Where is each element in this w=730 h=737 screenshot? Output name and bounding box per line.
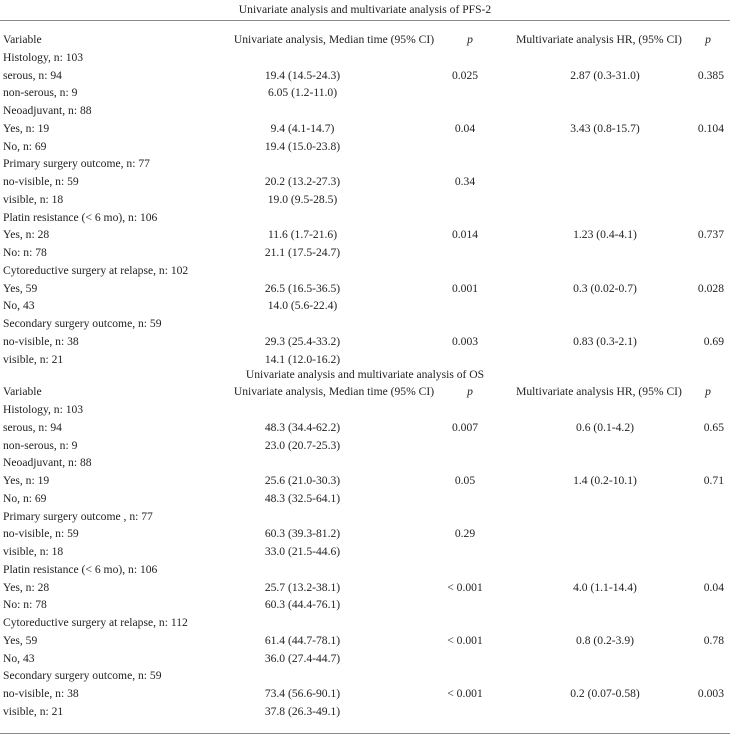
cell-variable: serous, n: 94 (3, 420, 62, 434)
cell-univariate-median: 9.4 (4.1-14.7) (270, 121, 335, 135)
cell-variable: No, 43 (3, 651, 35, 665)
table-row (0, 191, 730, 209)
table-row (0, 401, 730, 419)
cell-univariate-median: 14.0 (5.6-22.4) (267, 299, 338, 313)
table-row (0, 120, 730, 138)
cell-variable: Neoadjuvant, n: 88 (3, 456, 92, 470)
cell-univariate-median: 6.05 (1.2-11.0) (267, 86, 338, 100)
table-row (0, 244, 730, 262)
top-rule (0, 20, 730, 21)
cell-variable: no-visible, n: 38 (3, 687, 79, 700)
cell-p-univariate: 0.001 (451, 281, 479, 295)
table-row (0, 454, 730, 472)
cell-p-multivariate: 0.003 (697, 687, 724, 700)
table-row (0, 685, 730, 703)
cell-multivariate-hr: 0.3 (0.02-0.7) (573, 281, 637, 295)
cell-variable: Yes, n: 28 (3, 580, 50, 594)
table-row (0, 543, 730, 561)
cell-variable: Secondary surgery outcome, n: 59 (3, 317, 162, 330)
cell-variable: Yes, 59 (3, 633, 38, 647)
table-row (0, 315, 730, 333)
table-row (0, 138, 730, 156)
cell-p-univariate: < 0.001 (447, 687, 483, 700)
cell-p-univariate: < 0.001 (447, 580, 483, 594)
table-title-pfs2: Univariate analysis and multivariate analysis of PFS-2 (238, 3, 492, 16)
header-row (0, 31, 730, 49)
cell-variable: Platin resistance (< 6 mo), n: 106 (3, 562, 158, 576)
header-univariate: Univariate analysis, Median time (95% CI) (233, 33, 435, 46)
cell-variable: non-serous, n: 9 (3, 86, 78, 100)
table-row (0, 596, 730, 614)
cell-p-multivariate: 0.737 (697, 228, 724, 242)
table-row (0, 437, 730, 455)
table-row (0, 226, 730, 244)
cell-p-multivariate: 0.78 (703, 633, 724, 647)
cell-univariate-median: 19.4 (15.0-23.8) (264, 139, 341, 153)
cell-p-univariate: 0.29 (454, 527, 476, 541)
cell-univariate-median: 48.3 (34.4-62.2) (264, 420, 341, 434)
table-row (0, 508, 730, 526)
cell-multivariate-hr: 2.87 (0.3-31.0) (570, 68, 640, 82)
cell-variable: non-serous, n: 9 (3, 438, 78, 452)
header-p-univariate: p (467, 385, 473, 399)
cell-variable: Yes, n: 28 (3, 228, 50, 242)
cell-multivariate-hr: 1.4 (0.2-10.1) (573, 474, 637, 487)
cell-p-univariate: 0.003 (451, 334, 479, 348)
cell-variable: Primary surgery outcome, n: 77 (3, 157, 150, 171)
cell-univariate-median: 25.6 (21.0-30.3) (264, 474, 341, 487)
table-row (0, 472, 730, 490)
cell-univariate-median: 29.3 (25.4-33.2) (264, 334, 341, 348)
header-multivariate: Multivariate analysis HR, (95% CI) (516, 385, 682, 399)
cell-variable: No: n: 78 (3, 598, 47, 612)
cell-univariate-median: 20.2 (13.2-27.3) (264, 175, 341, 188)
cell-variable: visible, n: 18 (3, 545, 64, 558)
cell-p-univariate: 0.34 (454, 175, 476, 188)
cell-p-univariate: 0.05 (454, 474, 476, 487)
table-row (0, 280, 730, 298)
table-row (0, 102, 730, 120)
header-p-multivariate: p (705, 33, 711, 46)
cell-p-multivariate: 0.65 (703, 420, 724, 434)
cell-p-multivariate: 0.69 (703, 334, 724, 348)
table-row (0, 262, 730, 280)
cell-variable: no-visible, n: 38 (3, 334, 79, 348)
cell-univariate-median: 61.4 (44.7-78.1) (264, 633, 341, 647)
cell-univariate-median: 36.0 (27.4-44.7) (264, 651, 341, 665)
cell-p-univariate: 0.007 (451, 420, 479, 434)
header-variable: Variable (3, 33, 42, 46)
table-row (0, 525, 730, 543)
header-variable: Variable (3, 385, 42, 399)
cell-univariate-median: 19.0 (9.5-28.5) (267, 192, 338, 206)
table-row (0, 67, 730, 85)
table-row (0, 667, 730, 685)
cell-variable: Cytoreductive surgery at relapse, n: 112 (3, 616, 188, 629)
cell-p-multivariate: 0.104 (697, 121, 724, 135)
table-row (0, 703, 730, 721)
cell-univariate-median: 11.6 (1.7-21.6) (267, 228, 338, 242)
cell-variable: Yes, 59 (3, 281, 38, 295)
cell-p-multivariate: 0.385 (697, 68, 724, 82)
cell-univariate-median: 23.0 (20.7-25.3) (264, 438, 341, 452)
table-row (0, 579, 730, 597)
cell-variable: visible, n: 18 (3, 192, 64, 206)
cell-univariate-median: 19.4 (14.5-24.3) (264, 68, 341, 82)
cell-p-multivariate: 0.04 (703, 580, 724, 594)
header-univariate: Univariate analysis, Median time (95% CI) (233, 385, 435, 399)
table-row (0, 297, 730, 315)
cell-univariate-median: 37.8 (26.3-49.1) (264, 704, 341, 718)
cell-variable: no-visible, n: 59 (3, 527, 79, 541)
cell-multivariate-hr: 3.43 (0.8-15.7) (570, 121, 640, 135)
cell-variable: no-visible, n: 59 (3, 175, 79, 188)
cell-p-multivariate: 0.028 (697, 281, 724, 295)
header-row (0, 383, 730, 401)
cell-multivariate-hr: 0.2 (0.07-0.58) (570, 687, 640, 700)
table-row (0, 490, 730, 508)
table-row (0, 632, 730, 650)
table-row (0, 561, 730, 579)
header-p-univariate: p (467, 33, 473, 46)
cell-univariate-median: 21.1 (17.5-24.7) (264, 246, 341, 259)
cell-variable: Secondary surgery outcome, n: 59 (3, 669, 162, 683)
table-row (0, 155, 730, 173)
table-row (0, 173, 730, 191)
cell-univariate-median: 14.1 (12.0-16.2) (264, 352, 341, 366)
cell-multivariate-hr: 0.8 (0.2-3.9) (576, 633, 634, 647)
cell-univariate-median: 33.0 (21.5-44.6) (264, 545, 341, 558)
cell-variable: Platin resistance (< 6 mo), n: 106 (3, 210, 158, 224)
cell-variable: Primary surgery outcome , n: 77 (3, 509, 153, 523)
cell-univariate-median: 60.3 (44.4-76.1) (264, 598, 341, 612)
cell-variable: No, n: 69 (3, 491, 47, 505)
table-row (0, 333, 730, 351)
cell-variable: Yes, n: 19 (3, 121, 50, 135)
cell-variable: No: n: 78 (3, 246, 47, 259)
table-row (0, 49, 730, 67)
cell-variable: Neoadjuvant, n: 88 (3, 104, 92, 117)
cell-p-univariate: 0.04 (454, 121, 476, 135)
cell-variable: Yes, n: 19 (3, 474, 50, 487)
table-title-os: Univariate analysis and multivariate analysis of OS (245, 368, 485, 382)
table-row (0, 650, 730, 668)
cell-variable: visible, n: 21 (3, 352, 64, 366)
table-row (0, 209, 730, 227)
cell-variable: visible, n: 21 (3, 704, 64, 718)
cell-multivariate-hr: 4.0 (1.1-14.4) (573, 580, 637, 594)
cell-univariate-median: 60.3 (39.3-81.2) (264, 527, 341, 541)
cell-multivariate-hr: 0.6 (0.1-4.2) (576, 420, 634, 434)
cell-p-univariate: < 0.001 (447, 633, 483, 647)
cell-univariate-median: 48.3 (32.5-64.1) (264, 491, 341, 505)
cell-variable: serous, n: 94 (3, 68, 62, 82)
table-row (0, 614, 730, 632)
cell-univariate-median: 26.5 (16.5-36.5) (264, 281, 341, 295)
cell-p-multivariate: 0.71 (703, 474, 724, 487)
cell-variable: Histology, n: 103 (3, 403, 84, 416)
cell-variable: No, n: 69 (3, 139, 47, 153)
bottom-rule (0, 733, 730, 734)
cell-multivariate-hr: 1.23 (0.4-4.1) (573, 228, 637, 242)
cell-univariate-median: 25.7 (13.2-38.1) (264, 580, 341, 594)
header-multivariate: Multivariate analysis HR, (95% CI) (516, 33, 682, 46)
cell-variable: Cytoreductive surgery at relapse, n: 102 (3, 263, 189, 277)
cell-variable: Histology, n: 103 (3, 50, 84, 64)
cell-univariate-median: 73.4 (56.6-90.1) (264, 687, 341, 700)
table-row (0, 84, 730, 102)
cell-variable: No, 43 (3, 299, 35, 313)
cell-p-univariate: 0.014 (451, 228, 479, 242)
header-p-multivariate: p (705, 385, 711, 399)
cell-multivariate-hr: 0.83 (0.3-2.1) (573, 334, 637, 348)
cell-p-univariate: 0.025 (451, 68, 479, 82)
table-row (0, 419, 730, 437)
